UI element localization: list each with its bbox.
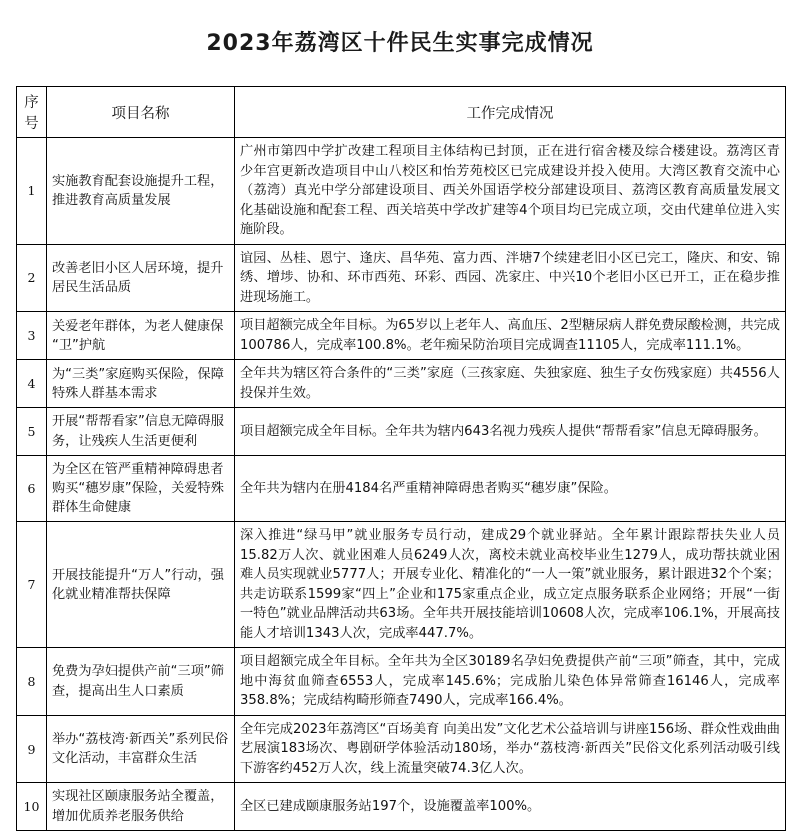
table-row bbox=[17, 312, 786, 360]
row-project-name: 关爱老年群体，为老人健康保“卫”护航 bbox=[47, 312, 235, 360]
row-project-name: 为“三类”家庭购买保险，保障特殊人群基本需求 bbox=[47, 360, 235, 408]
row-sequence-number: 6 bbox=[17, 455, 47, 521]
livelihood-projects-table bbox=[16, 86, 786, 831]
row-sequence-number: 3 bbox=[17, 312, 47, 360]
row-completion-status: 全年完成2023年荔湾区“百场美育 向美出发”文化艺术公益培训与讲座156场、群众性戏曲曲艺展演183场次、粤剧研学体验活动180场，举办“荔枝湾·新西关”民俗文化系列活动吸引线下游客约452万人次，线上流量突破74.3亿人次。 bbox=[235, 715, 786, 783]
row-sequence-number: 10 bbox=[17, 783, 47, 830]
table-row bbox=[17, 244, 786, 312]
row-completion-status: 项目超额完成全年目标。全年共为辖内643名视力残疾人提供“帮帮看家”信息无障碍服务。 bbox=[235, 408, 786, 455]
row-completion-status: 深入推进“绿马甲”就业服务专员行动，建成29个就业驿站。全年累计跟踪帮扶失业人员15.82万人次、就业困难人员6249人次，离校未就业高校毕业生1279人，成功帮扶就业困难人员实现就业5777人；开展专业化、精准化的“一人一策”就业服务，累计跟进32个个案；共走访联系1599家“四上”企业和175家重点企业，成立定点服务联系企业网络；开展“一街一特色”就业品牌活动共63场。全年共开展技能培训10608人次，完成率106.1%，开展高技能人才培训1343人次，完成率447.7%。 bbox=[235, 522, 786, 648]
table-row bbox=[17, 715, 786, 783]
row-completion-status: 全区已建成颐康服务站197个，设施覆盖率100%。 bbox=[235, 783, 786, 830]
row-project-name: 实施教育配套设施提升工程，推进教育高质量发展 bbox=[47, 138, 235, 245]
row-completion-status: 项目超额完成全年目标。全年共为全区30189名孕妇免费提供产前“三项”筛查，其中，完成地中海贫血筛查6553人，完成率145.6%；完成胎儿染色体异常筛查16146人，完成率358.8%；完成结构畸形筛查7490人，完成率166.4%。 bbox=[235, 648, 786, 716]
row-completion-status: 广州市第四中学扩改建工程项目主体结构已封顶，正在进行宿舍楼及综合楼建设。荔湾区青少年宫更新改造项目中山八校区和怡芳苑校区已完成建设并投入使用。大湾区教育交流中心（荔湾）真光中学分部建设项目、西关外国语学校分部建设项目、荔湾区教育高质量发展文化基础设施和配套工程、西关培英中学改扩建等4个项目均已完成立项，交由代建单位进入实施阶段。 bbox=[235, 138, 786, 245]
row-project-name: 免费为孕妇提供产前“三项”筛查，提高出生人口素质 bbox=[47, 648, 235, 716]
row-sequence-number: 2 bbox=[17, 244, 47, 312]
table-row bbox=[17, 138, 786, 245]
row-sequence-number: 8 bbox=[17, 648, 47, 716]
row-sequence-number: 9 bbox=[17, 715, 47, 783]
row-sequence-number: 1 bbox=[17, 138, 47, 245]
row-project-name: 举办“荔枝湾·新西关”系列民俗文化活动，丰富群众生活 bbox=[47, 715, 235, 783]
column-header-project-name: 项目名称 bbox=[47, 87, 235, 138]
row-completion-status: 全年共为辖区符合条件的“三类”家庭（三孩家庭、失独家庭、独生子女伤残家庭）共4556人投保并生效。 bbox=[235, 360, 786, 408]
row-project-name: 为全区在管严重精神障碍患者购买“穗岁康”保险，关爱特殊群体生命健康 bbox=[47, 455, 235, 521]
row-project-name: 实现社区颐康服务站全覆盖，增加优质养老服务供给 bbox=[47, 783, 235, 830]
table-body bbox=[17, 138, 786, 831]
row-project-name: 开展技能提升“万人”行动，强化就业精准帮扶保障 bbox=[47, 522, 235, 648]
table-header bbox=[17, 87, 786, 138]
row-sequence-number: 7 bbox=[17, 522, 47, 648]
row-completion-status: 项目超额完成全年目标。为65岁以上老年人、高血压、2型糖尿病人群免费尿酸检测，共完成100786人，完成率100.8%。老年痴呆防治项目完成调查11105人，完成率111.1%。 bbox=[235, 312, 786, 360]
row-completion-status: 全年共为辖内在册4184名严重精神障碍患者购买“穗岁康”保险。 bbox=[235, 455, 786, 521]
table-container bbox=[16, 86, 786, 831]
column-header-completion-status: 工作完成情况 bbox=[235, 87, 786, 138]
table-header-row bbox=[17, 87, 786, 138]
table-row bbox=[17, 783, 786, 830]
page-title: 2023年荔湾区十件民生实事完成情况 bbox=[206, 31, 594, 56]
table-row bbox=[17, 522, 786, 648]
table-row bbox=[17, 455, 786, 521]
table-row bbox=[17, 648, 786, 716]
row-sequence-number: 4 bbox=[17, 360, 47, 408]
column-header-sequence: 序号 bbox=[17, 87, 47, 138]
row-project-name: 开展“帮帮看家”信息无障碍服务，让残疾人生活更便利 bbox=[47, 408, 235, 455]
table-row bbox=[17, 360, 786, 408]
row-project-name: 改善老旧小区人居环境，提升居民生活品质 bbox=[47, 244, 235, 312]
row-completion-status: 谊园、丛桂、恩宁、逢庆、昌华苑、富力西、泮塘7个续建老旧小区已完工，隆庆、和安、锦绣、增埗、协和、环市西苑、环彩、西园、冼家庄、中兴10个老旧小区已开工，正在稳步推进现场施工。 bbox=[235, 244, 786, 312]
row-sequence-number: 5 bbox=[17, 408, 47, 455]
table-row bbox=[17, 408, 786, 455]
